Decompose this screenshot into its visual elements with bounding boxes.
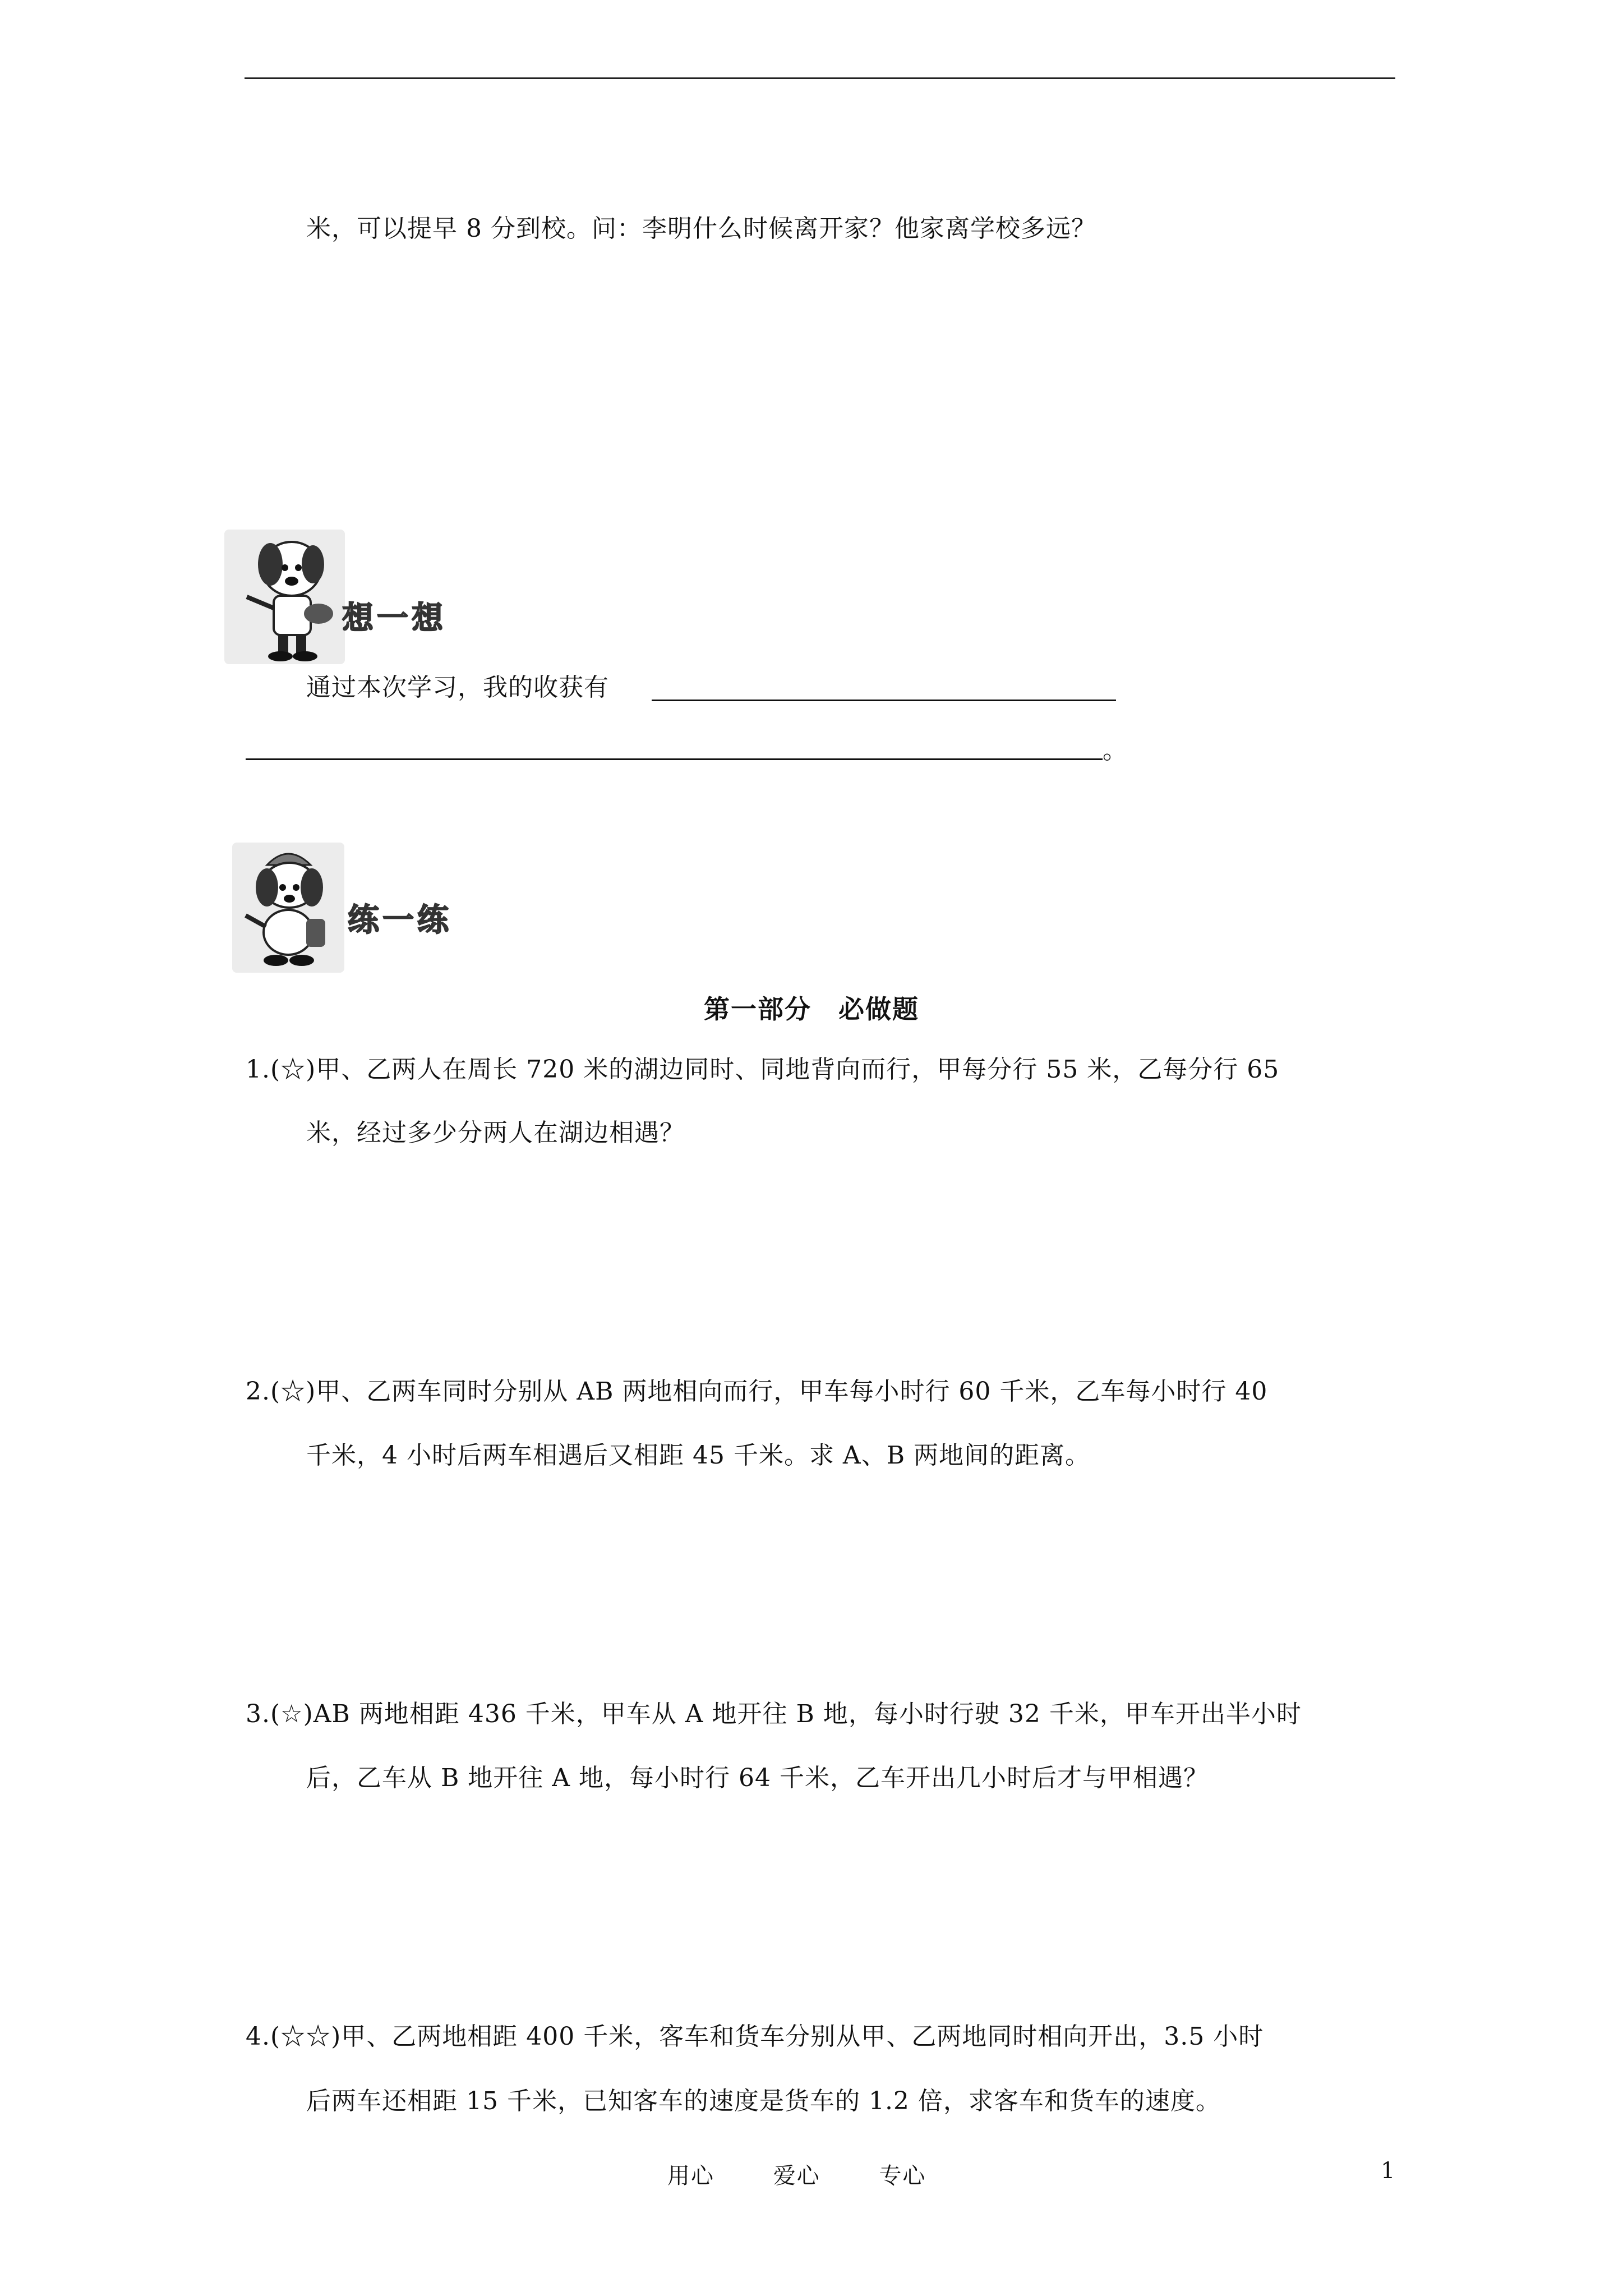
- harvest-answer-line-2[interactable]: [246, 758, 1103, 760]
- footer-item-2: 爱心: [773, 2163, 820, 2189]
- continued-question-text: 米，可以提早 8 分到校。问：李明什么时候离开家？他家离学校多远？: [306, 214, 1096, 243]
- question-4-line-2: 后两车还相距 15 千米，已知客车的速度是货车的 1.2 倍，求客车和货车的速度。: [306, 2087, 1221, 2115]
- part-title: 第一部分 必做题: [704, 994, 919, 1024]
- harvest-prompt: 通过本次学习，我的收获有: [306, 673, 609, 702]
- header-rule: [245, 77, 1395, 79]
- page-number: 1: [1381, 2158, 1395, 2184]
- page-footer: [667, 2158, 976, 2190]
- question-2-line-1: 2.(☆)甲、乙两车同时分别从 AB 两地相向而行，甲车每小时行 60 千米，乙车每小时行 40: [246, 1377, 1268, 1406]
- question-4-line-1: 4.(☆☆)甲、乙两地相距 400 千米，客车和货车分别从甲、乙两地同时相向开出，3.5 小时: [246, 2022, 1264, 2051]
- question-2-line-2: 千米，4 小时后两车相遇后又相距 45 千米。求 A、B 两地间的距离。: [306, 1441, 1091, 1470]
- footer-item-3: 专心: [879, 2163, 926, 2189]
- practice-section-title: 练一练: [348, 902, 452, 938]
- harvest-end-mark: 。: [1103, 736, 1128, 765]
- think-section-title: 想一想: [342, 600, 446, 637]
- question-3-line-1: 3.(☆)AB 两地相距 436 千米，甲车从 A 地开往 B 地，每小时行驶 32 千米，甲车开出半小时: [246, 1700, 1302, 1728]
- thinking-mascot-icon: [224, 530, 345, 664]
- question-1-line-2: 米，经过多少分两人在湖边相遇？: [306, 1119, 685, 1147]
- question-3-line-2: 后，乙车从 B 地开往 A 地，每小时行 64 千米，乙车开出几小时后才与甲相遇？: [306, 1764, 1209, 1792]
- footer-item-1: 用心: [667, 2163, 714, 2189]
- question-1-line-1: 1.(☆)甲、乙两人在周长 720 米的湖边同时、同地背向而行，甲每分行 55 米，乙每分行 65: [246, 1055, 1280, 1084]
- practice-mascot-icon: [232, 843, 344, 973]
- harvest-answer-line-1[interactable]: [652, 700, 1116, 701]
